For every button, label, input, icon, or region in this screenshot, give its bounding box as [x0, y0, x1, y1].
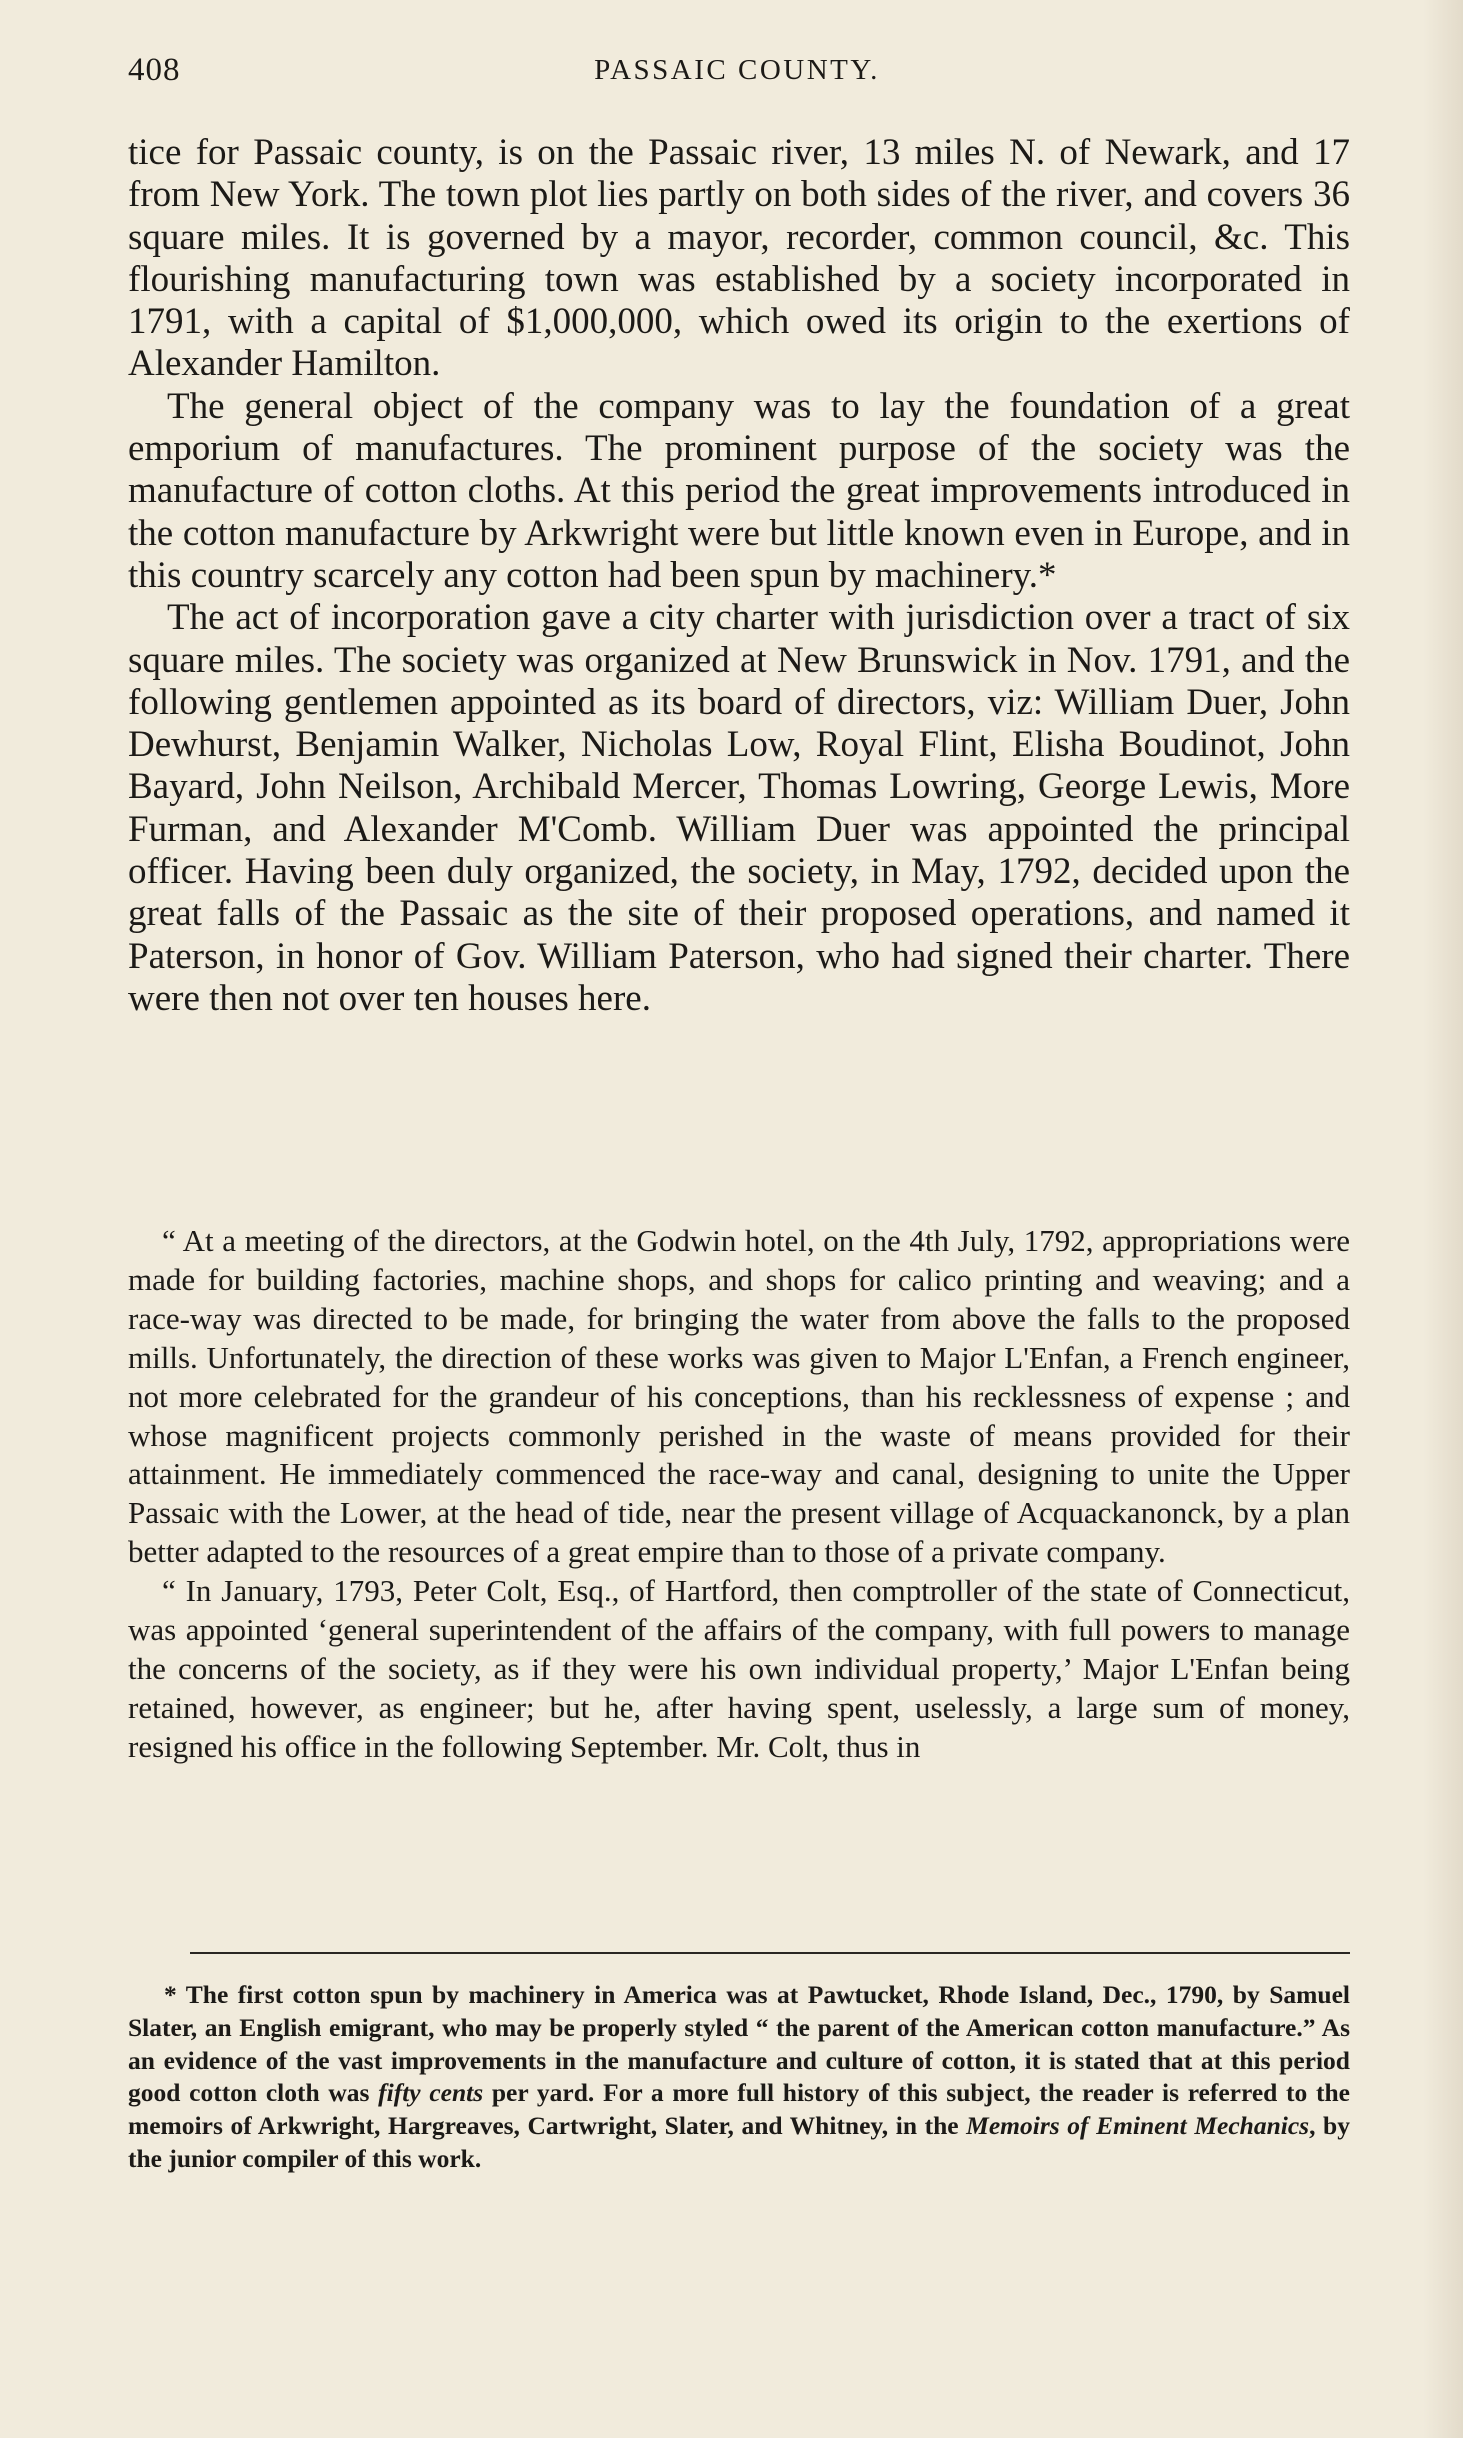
footnote-part-1: * The first cotton spun by machinery in America was at Pawtucket, Rhode Island, Dec., 1790, by Samuel Slater, an English emigrant, who may be properly styled “ the parent of the American cotton manufacture.” As an evidence of the vast improvements in the manufacture and culture of cotton, it is stated that at this period good cotton cloth was: [128, 1980, 1350, 2108]
page-header: [128, 52, 1346, 96]
footnote-italic-price: fifty cents: [378, 2078, 484, 2108]
footnote-part-3: , by the junior compiler of this work.: [128, 2111, 1350, 2173]
quotation-block: [128, 1222, 1350, 1767]
quote-paragraph-2: “ In January, 1793, Peter Colt, Esq., of Hartford, then comptroller of the state of Connecticut, was appointed ‘general superintendent of the affairs of the company, with full powers to manage the concerns of the society, as if they were his own individual property,’ Major L'Enfan being retained, however, as engineer; but he, after having spent, uselessly, a large sum of money, resigned his office in the following September. Mr. Colt, thus in: [128, 1573, 1350, 1764]
footnote: [128, 1979, 1350, 2176]
page-number: 408: [128, 52, 181, 88]
footnote-text: [128, 1979, 1350, 2176]
paragraph-1: tice for Passaic county, is on the Passaic river, 13 miles N. of Newark, and 17 from New York. The town plot lies partly on both sides of the river, and covers 36 square miles. It is governed by a mayor, recorder, common council, &c. This flourishing manufacturing town was established by a society incorporated in 1791, with a capital of $1,000,000, which owed its origin to the exertions of Alexander Hamilton.: [128, 132, 1350, 385]
footnote-part-2: per yard. For a more full history of this subject, the reader is referred to the memoirs of Arkwright, Hargreaves, Cartwright, Slater, and Whitney, in the: [128, 2078, 1350, 2141]
quote-paragraph-1: “ At a meeting of the directors, at the Godwin hotel, on the 4th July, 1792, appropriations were made for building factories, machine shops, and shops for calico printing and weaving; and a race-way was directed to be made, for bringing the water from above the falls to the proposed mills. Unfortunately, the direction of these works was given to Major L'Enfan, a French engineer, not more celebrated for the grandeur of his conceptions, than his recklessness of expense ; and whose magnificent projects commonly perished in the waste of means provided for their attainment. He immediately commenced the race-way and canal, designing to unite the Upper Passaic with the Lower, at the head of tide, near the present village of Acquackanonck, by a plan better adapted to the resources of a great empire than to those of a private company.: [128, 1223, 1350, 1570]
running-head: PASSAIC COUNTY.: [594, 54, 880, 86]
page-edge-shadow: [1423, 0, 1463, 2438]
paragraph-3: The act of incorporation gave a city charter with jurisdiction over a tract of six square miles. The society was organized at New Brunswick in Nov. 1791, and the following gentlemen appointed as its board of directors, viz: William Duer, John Dewhurst, Benjamin Walker, Nicholas Low, Royal Flint, Elisha Boudinot, John Bayard, John Neilson, Archibald Mercer, Thomas Lowring, George Lewis, More Furman, and Alexander M'Comb. William Duer was appointed the principal officer. Having been duly organized, the society, in May, 1792, decided upon the great falls of the Passaic as the site of their proposed operations, and named it Paterson, in honor of Gov. William Paterson, who had signed their charter. There were then not over ten houses here.: [128, 597, 1350, 1019]
footnote-divider: [190, 1952, 1350, 1954]
footnote-italic-title: Memoirs of Eminent Mechanics: [966, 2111, 1310, 2141]
main-text: [128, 132, 1350, 1020]
paragraph-2: The general object of the company was to lay the foundation of a great emporium of manufactures. The prominent purpose of the society was the manufacture of cotton cloths. At this period the great improvements introduced in the cotton manufacture by Arkwright were but little known even in Europe, and in this country scarcely any cotton had been spun by machinery.*: [128, 385, 1350, 596]
